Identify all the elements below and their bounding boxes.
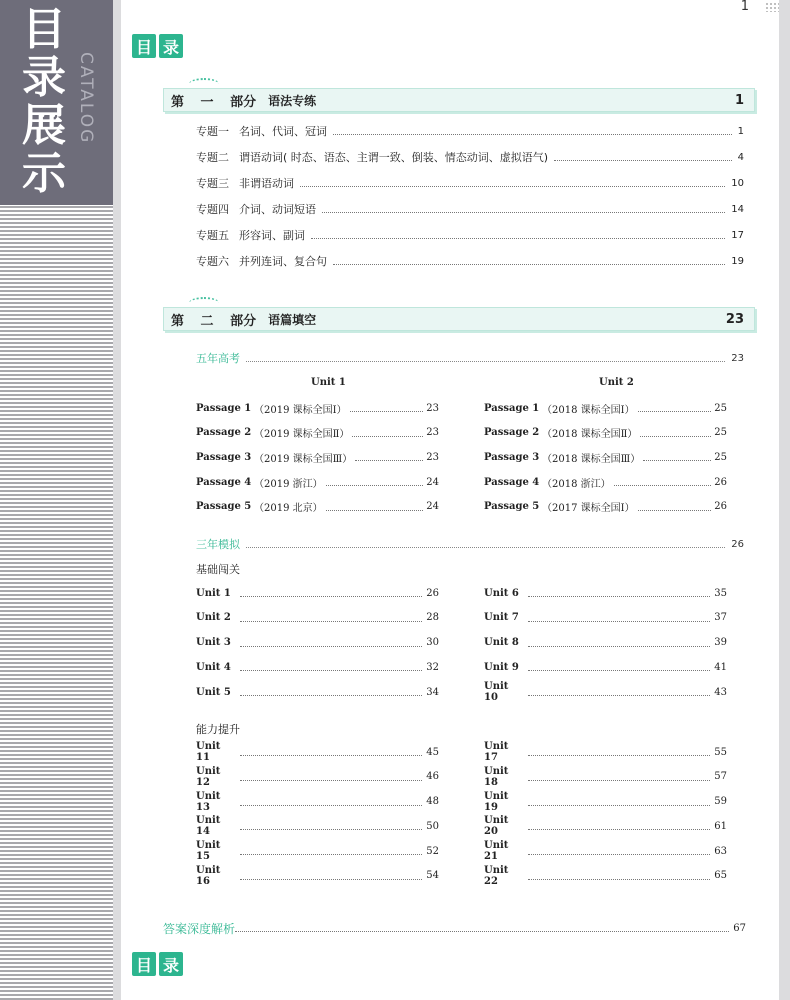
unit-row[interactable]: Unit 1 26 (196, 587, 439, 599)
unit-row[interactable]: Unit 5 34 (196, 686, 439, 698)
passage-row[interactable]: Passage 5 （2017 课标全国Ⅰ） 26 (484, 501, 727, 515)
unit-row[interactable]: Unit 8 39 (484, 637, 727, 649)
unit-row[interactable]: Unit 4 32 (196, 661, 439, 673)
page-number: 1 (740, 0, 749, 14)
unit-row[interactable]: Unit 19 59 (484, 790, 727, 813)
unit-row[interactable]: Unit 22 65 (484, 864, 727, 887)
passage-row[interactable]: Passage 3 （2018 课标全国Ⅲ） 25 (484, 451, 727, 465)
advanced-units-right (484, 741, 727, 894)
sidebar-subtitle: CATALOG (76, 52, 96, 145)
part2-title: 语篇填空 (268, 312, 317, 327)
basic-units-left (196, 586, 439, 710)
topic-row[interactable]: 专题一 名词、代词、冠词 1 (196, 125, 744, 138)
toc-tag-top: 目 录 (132, 34, 183, 58)
unit1-heading: Unit 1 (311, 377, 346, 388)
advanced-units-left (196, 741, 439, 894)
topic-row[interactable]: 专题五 形容词、副词 17 (196, 229, 744, 242)
unit2-heading: Unit 2 (599, 377, 634, 388)
passage-row[interactable]: Passage 1 （2018 课标全国Ⅰ） 25 (484, 402, 727, 416)
unit-row[interactable]: Unit 16 54 (196, 864, 439, 887)
unit-row[interactable]: Unit 15 52 (196, 840, 439, 863)
unit-row[interactable]: Unit 10 43 (484, 681, 727, 704)
topic-row[interactable]: 专题二 谓语动词( 时态、语态、主谓一致、倒装、情态动词、虚拟语气) 4 (196, 151, 744, 164)
answers-row[interactable]: 答案深度解析 67 (163, 921, 746, 936)
passage-row[interactable]: Passage 4 （2018 浙江） 26 (484, 476, 727, 490)
unit-row[interactable]: Unit 21 63 (484, 840, 727, 863)
section-row-three-year[interactable]: 三年模拟 26 (196, 538, 744, 551)
unit1-passage-list (196, 401, 439, 524)
part1-header[interactable]: 第 一 部分 语法专练 1 (163, 88, 755, 112)
topic-row[interactable]: 专题四 介词、动词短语 14 (196, 203, 744, 216)
unit-row[interactable]: Unit 7 37 (484, 612, 727, 624)
dot-leader (235, 924, 729, 932)
unit-row[interactable]: Unit 12 46 (196, 765, 439, 788)
sidebar-title-block (0, 0, 113, 205)
passage-row[interactable]: Passage 1 （2019 课标全国Ⅰ） 23 (196, 402, 439, 416)
passage-row[interactable]: Passage 4 （2019 浙江） 24 (196, 476, 439, 490)
subsection-basic-title: 基础闯关 (196, 563, 240, 576)
unit-row[interactable]: Unit 9 41 (484, 661, 727, 673)
unit-row[interactable]: Unit 18 57 (484, 765, 727, 788)
part2-header[interactable]: 第 二 部分 语篇填空 23 (163, 307, 755, 331)
dot-leader (311, 231, 725, 239)
sidebar-title: 目 录 展 示 (22, 4, 66, 199)
unit-row[interactable]: Unit 6 35 (484, 587, 727, 599)
dot-leader (333, 127, 732, 135)
toc-tag-bottom: 目 录 (132, 952, 183, 976)
passage-row[interactable]: Passage 2 （2019 课标全国Ⅱ） 23 (196, 427, 439, 441)
sidebar (0, 0, 113, 1000)
subsection-advanced-title: 能力提升 (196, 723, 240, 736)
corner-dots (765, 2, 779, 12)
dot-leader (333, 257, 725, 265)
section-row-five-year[interactable]: 五年高考 23 (196, 352, 744, 365)
part1-title: 语法专练 (268, 93, 317, 108)
dot-leader (554, 153, 732, 161)
toc-page (121, 0, 779, 1000)
topic-row[interactable]: 专题三 非谓语动词 10 (196, 177, 744, 190)
dot-leader (322, 205, 725, 213)
part2-page: 23 (725, 311, 744, 327)
dot-leader (246, 354, 725, 362)
unit-row[interactable]: Unit 14 50 (196, 815, 439, 838)
unit-row[interactable]: Unit 2 28 (196, 612, 439, 624)
unit-row[interactable]: Unit 20 61 (484, 815, 727, 838)
unit-row[interactable]: Unit 17 55 (484, 741, 727, 763)
unit-row[interactable]: Unit 3 30 (196, 637, 439, 649)
dot-leader (300, 179, 725, 187)
passage-row[interactable]: Passage 3 （2019 课标全国Ⅲ） 23 (196, 451, 439, 465)
unit-row[interactable]: Unit 13 48 (196, 790, 439, 813)
topic-row[interactable]: 专题六 并列连词、复合句 19 (196, 255, 744, 268)
passage-row[interactable]: Passage 5 （2019 北京） 24 (196, 501, 439, 515)
dot-leader (246, 540, 725, 548)
unit-row[interactable]: Unit 11 45 (196, 741, 439, 763)
part1-page: 1 (734, 92, 744, 108)
passage-row[interactable]: Passage 2 （2018 课标全国Ⅱ） 25 (484, 427, 727, 441)
basic-units-right (484, 586, 727, 710)
unit2-passage-list (484, 401, 727, 524)
